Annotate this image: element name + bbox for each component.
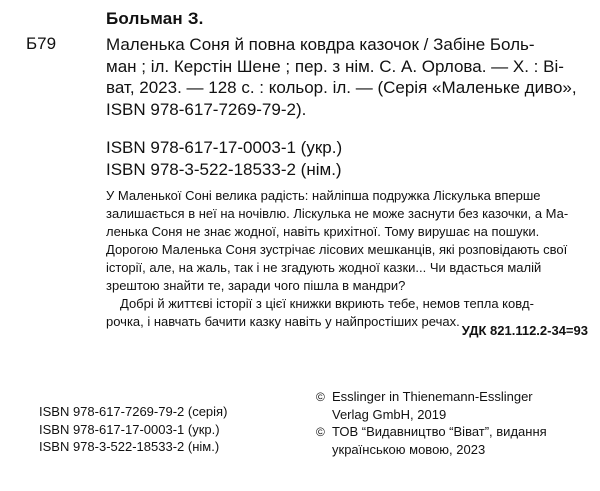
isbn-ger: ISBN 978-3-522-18533-2 (нім.) — [39, 439, 220, 454]
annotation-line: Добрі й життєві історії з цієї книжки вкриють тебе, немов тепла ковд- — [120, 296, 534, 311]
call-number: Б79 — [26, 34, 57, 53]
isbn-series: ISBN 978-617-7269-79-2 (серія) — [39, 404, 228, 419]
isbn-ukr: ISBN 978-617-17-0003-1 (укр.) — [106, 138, 343, 157]
annotation-line: залишається в неї на ночівлю. Ліскулька не може заснути без казочки, а Ма- — [106, 206, 569, 221]
copyright-icon: © — [316, 390, 325, 404]
isbn-list — [39, 403, 227, 456]
isbn-ukr: ISBN 978-617-17-0003-1 (укр.) — [39, 421, 220, 437]
annotation-line: ленька Соня не знає жодної, навіть крихітної. Тому вирушає на пошуки. — [106, 224, 540, 239]
annotation-line: рочка, і навчать бачити казку навіть у найпростіших речах. — [106, 314, 460, 329]
record-line: ман ; іл. Керстін Шене ; пер. з нім. С. А. Орлова. — Х. : Ві- — [106, 56, 564, 76]
copyright-holder-line: Esslinger in Thienemann-Esslinger — [332, 389, 533, 404]
annotation-line: історії, але, на жаль, так і не згадують жодної казки... Чи вдасться малій — [106, 260, 542, 275]
udk-code: УДК 821.112.2-34=93 — [461, 323, 588, 338]
annotation-line: зрештою знайти те, заради чого пішла в мандри? — [106, 278, 406, 293]
annotation — [106, 187, 590, 331]
annotation-line: У Маленької Соні велика радість: найліпша подружка Ліскулька вперше — [106, 188, 541, 203]
annotation-line: Дорогою Маленька Соня зустрічає лісових мешканців, які розповідають свої — [106, 242, 568, 257]
copyright-block — [316, 388, 596, 458]
record-line: ISBN 978-617-7269-79-2). — [106, 99, 307, 119]
record-line: Маленька Соня й повна ковдра казочок / Забіне Боль- — [106, 35, 535, 54]
isbn-ger: ISBN 978-3-522-18533-2 (нім.) — [106, 159, 342, 179]
copyright-holder-line: ТОВ “Видавництво “Віват”, видання — [332, 424, 547, 439]
copyright-holder-line: українською мовою, 2023 — [332, 442, 486, 457]
record-isbns — [106, 137, 342, 180]
author-name: Больман З. — [106, 9, 204, 28]
record-line: ват, 2023. — 128 с. : кольор. іл. — (Серія «Маленьке диво», — [106, 78, 577, 97]
copyright-holder-line: Verlag GmbH, 2019 — [332, 407, 447, 422]
copyright-icon: © — [316, 425, 325, 439]
bibliographic-record — [106, 34, 588, 120]
